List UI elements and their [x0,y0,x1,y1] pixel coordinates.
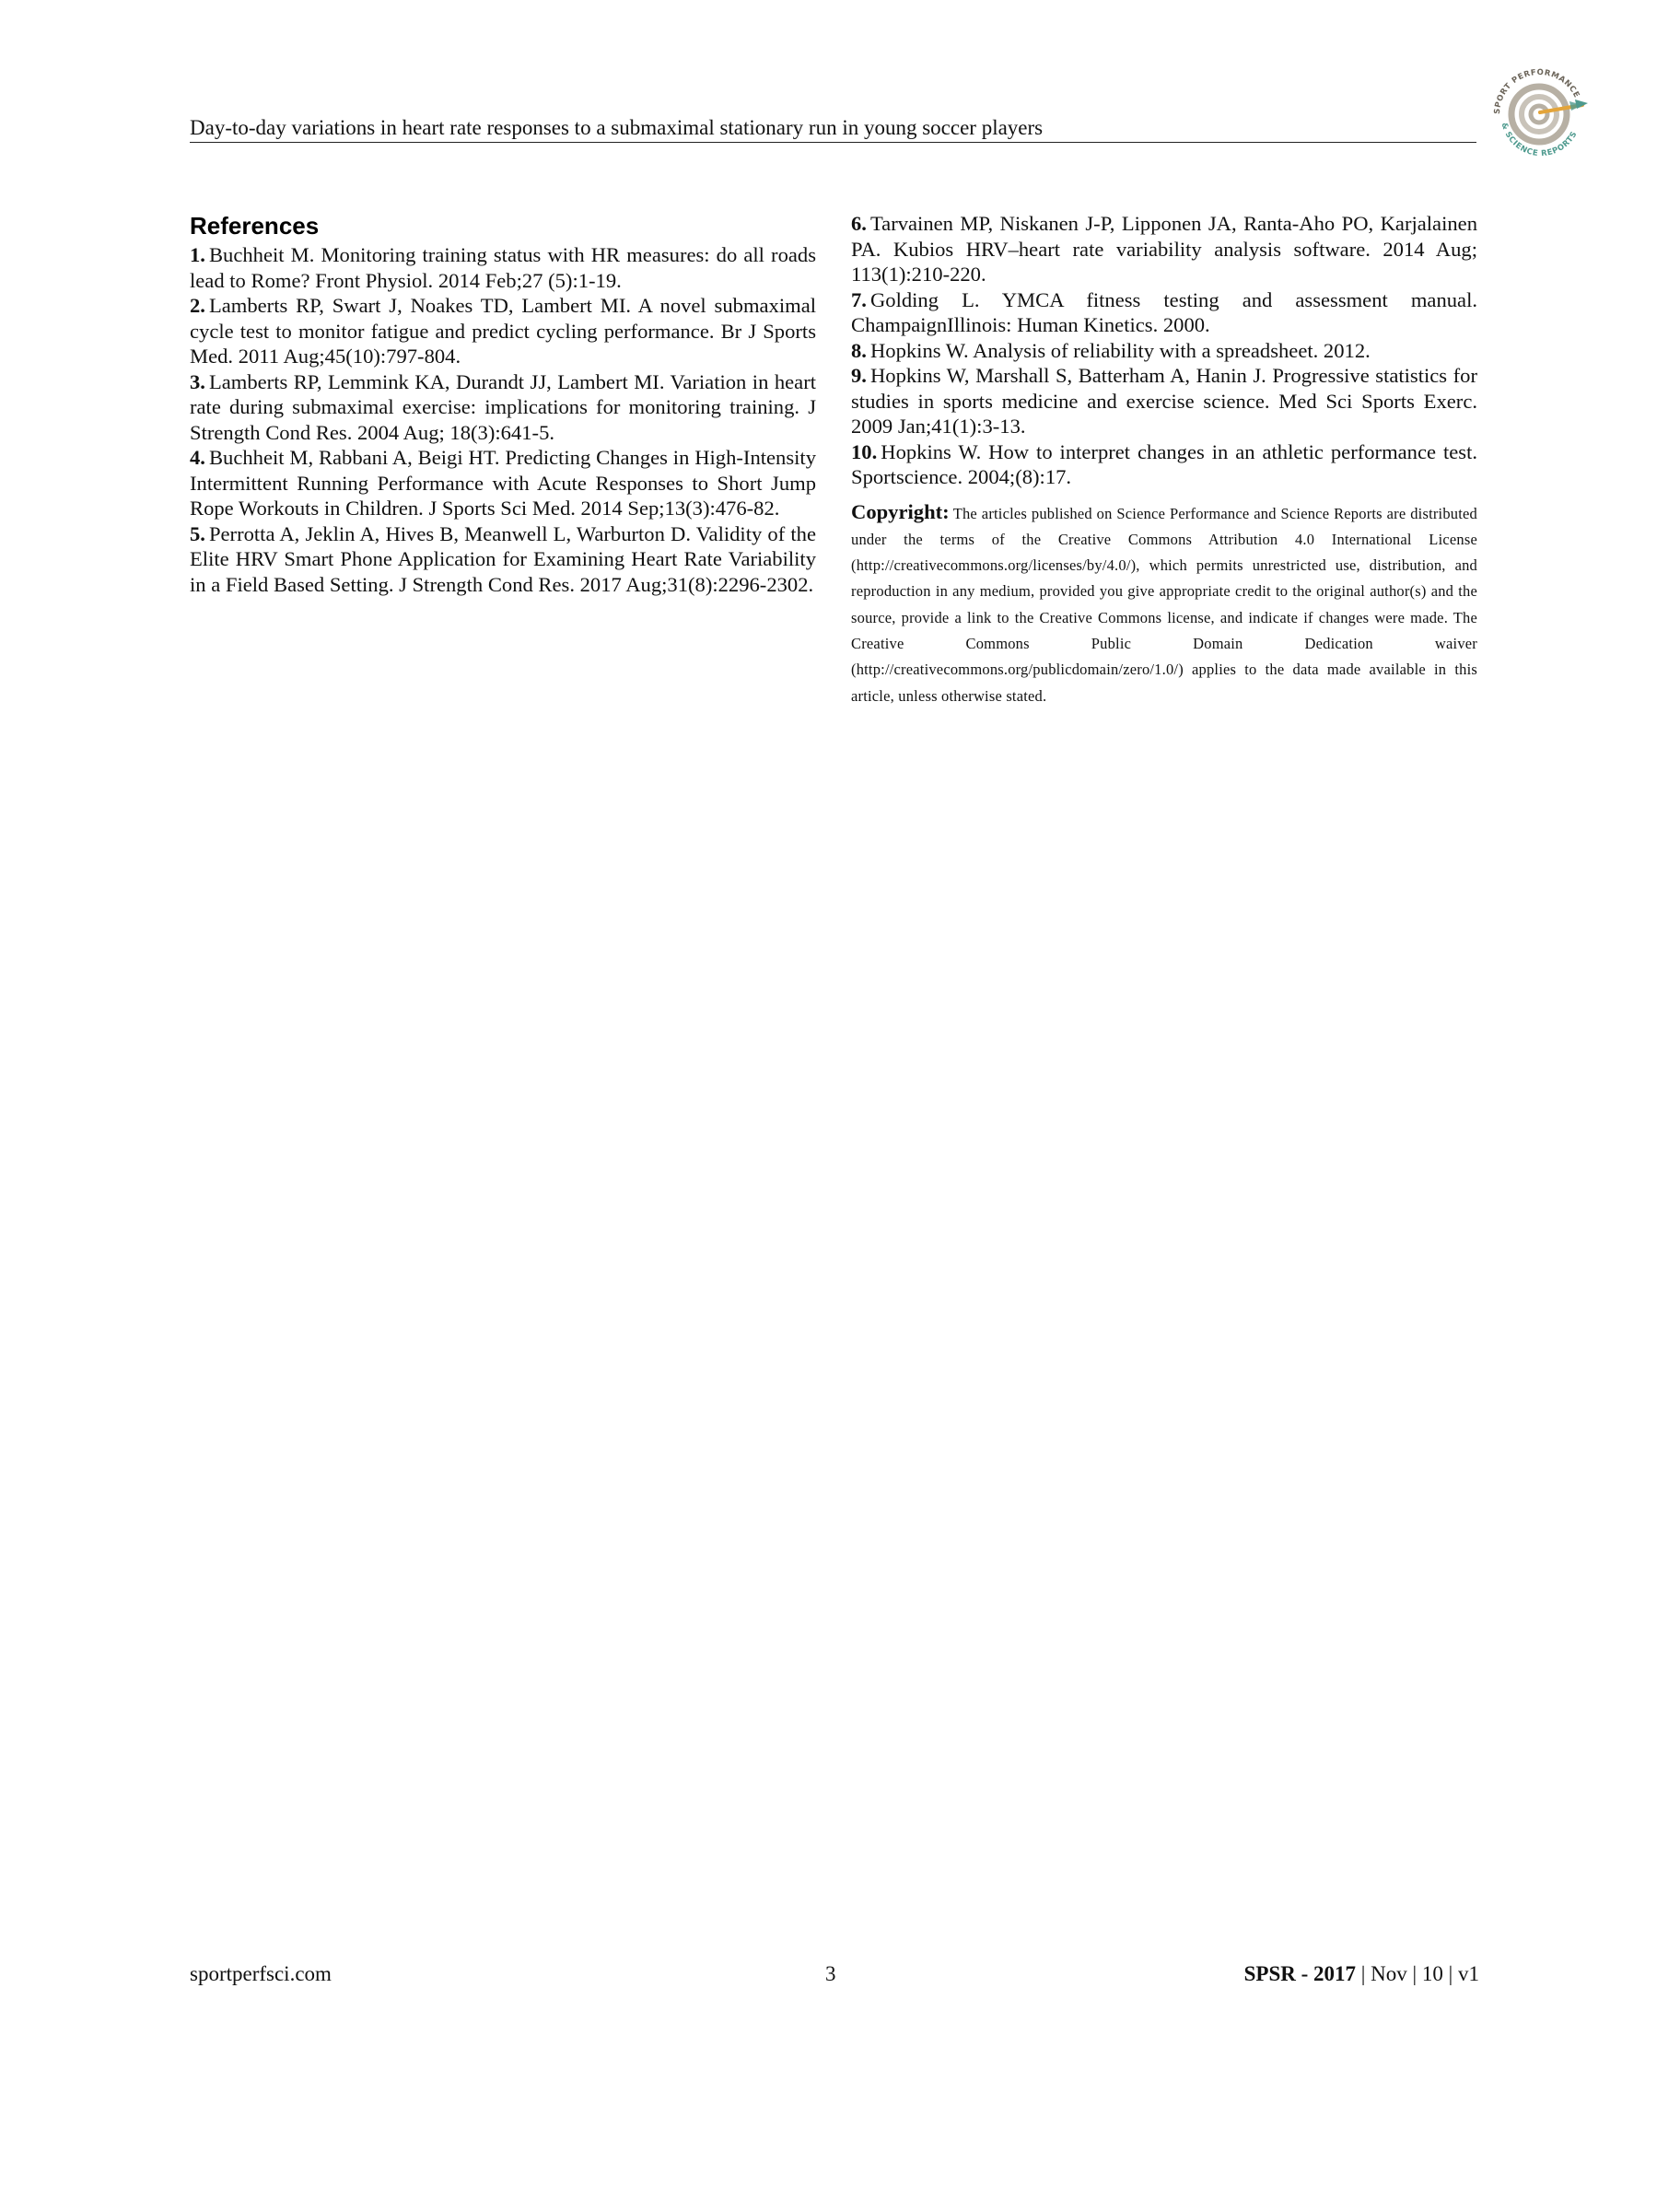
footer-journal: SPSR - 2017 [1243,1962,1357,1985]
reference-item [190,521,816,598]
references-heading: References [190,212,320,240]
reference-number: 2. [190,294,205,317]
reference-number: 3. [190,369,205,393]
reference-number: 4. [190,446,205,469]
header-rule [190,142,1476,143]
reference-number: 5. [190,521,205,545]
reference-item [190,293,816,369]
footer-issue: 10 [1421,1962,1443,1985]
reference-item [851,338,1477,364]
reference-text: Hopkins W, Marshall S, Batterham A, Hanin J. Progressive statistics for studies in sports medicine and exercise science. Med Sci Sports Exerc. 2009 Jan;41(1):3-13. [851,364,1477,438]
reference-text: Hopkins W. How to interpret changes in an athletic performance test. Sportscience. 2004;(8):17. [851,439,1477,488]
footer-month: Nov [1371,1962,1407,1985]
footer-website: sportperfsci.com [190,1962,332,1985]
copyright-label: Copyright: [851,499,950,523]
references-column-left [190,211,816,597]
reference-text: Hopkins W. Analysis of reliability with a spreadsheet. 2012. [869,338,1371,362]
reference-number: 6. [851,212,867,235]
footer-journal-info [1155,1960,1479,1988]
reference-number: 1. [190,243,205,266]
reference-text: Lamberts RP, Lemmink KA, Durandt JJ, Lambert MI. Variation in heart rate during submaximal exercise: implications for monitoring training. J Strength Cond Res. 2004 Aug; 18(3):641-5. [190,369,816,444]
reference-text: Lamberts RP, Swart J, Noakes TD, Lambert MI. A novel submaximal cycle test to monitor fatigue and predict cycling performance. Br J Sports Med. 2011 Aug;45(10):797-804. [190,294,816,368]
references-column-right [851,211,1477,724]
reference-text: Perrotta A, Jeklin A, Hives B, Meanwell L, Warburton D. Validity of the Elite HRV Smart Phone Application for Examining Heart Rate Variability in a Field Based Setting. J Strength Cond Res. 2017 Aug;31(8):2296-2302. [190,521,816,596]
footer-version: v1 [1458,1962,1479,1985]
reference-number: 7. [851,287,867,311]
footer-separator: | [1412,1962,1418,1985]
reference-item [190,242,816,293]
reference-item [851,211,1477,287]
footer-page-number: 3 [825,1962,836,1985]
reference-item [190,369,816,446]
reference-text: Golding L. YMCA fitness testing and assessment manual. ChampaignIllinois: Human Kinetics. 2000. [851,287,1477,336]
running-header-title: Day-to-day variations in heart rate responses to a submaximal stationary run in young soccer players [190,116,1044,139]
copyright-notice [851,499,1477,709]
logo-text-bottom: & SCIENCE REPORTS [1499,122,1580,159]
reference-item [190,445,816,521]
reference-text: Buchheit M, Rabbani A, Beigi HT. Predicting Changes in High-Intensity Intermittent Running Performance with Acute Responses to Short Jump Rope Workouts in Children. J Sports Sci Med. 2014 Sep;13(3):476-82. [190,446,816,520]
footer-separator: | [1360,1962,1366,1985]
reference-number: 10. [851,439,878,463]
reference-item [851,287,1477,338]
footer-separator: | [1448,1962,1453,1985]
journal-logo [1479,50,1599,170]
reference-item [851,363,1477,439]
reference-text: Tarvainen MP, Niskanen J-P, Lipponen JA, Ranta-Aho PO, Karjalainen PA. Kubios HRV–heart rate variability analysis software. 2014 Aug; 113(1):210-220. [851,212,1477,286]
reference-number: 8. [851,338,867,362]
reference-number: 9. [851,364,867,387]
copyright-text: The articles published on Science Performance and Science Reports are distributed under the terms of the Creative Commons Attribution 4.0 International License (http://creativecommons.org/licenses/by/4.0/), which permits unrestricted use, distribution, and reproduction in any medium, provided you give appropriate credit to the original author(s) and the source, provide a link to the Creative Commons license, and indicate if changes were made. The Creative Commons Public Domain Dedication waiver (http://creativecommons.org/publicdomain/zero/1.0/) applies to the data made available in this article, unless otherwise stated. [851,504,1477,705]
logo-text-top: SPORT PERFORMANCE [1492,67,1581,115]
reference-text: Buchheit M. Monitoring training status with HR measures: do all roads lead to Rome? Front Physiol. 2014 Feb;27 (5):1-19. [190,243,816,292]
reference-item [851,439,1477,490]
